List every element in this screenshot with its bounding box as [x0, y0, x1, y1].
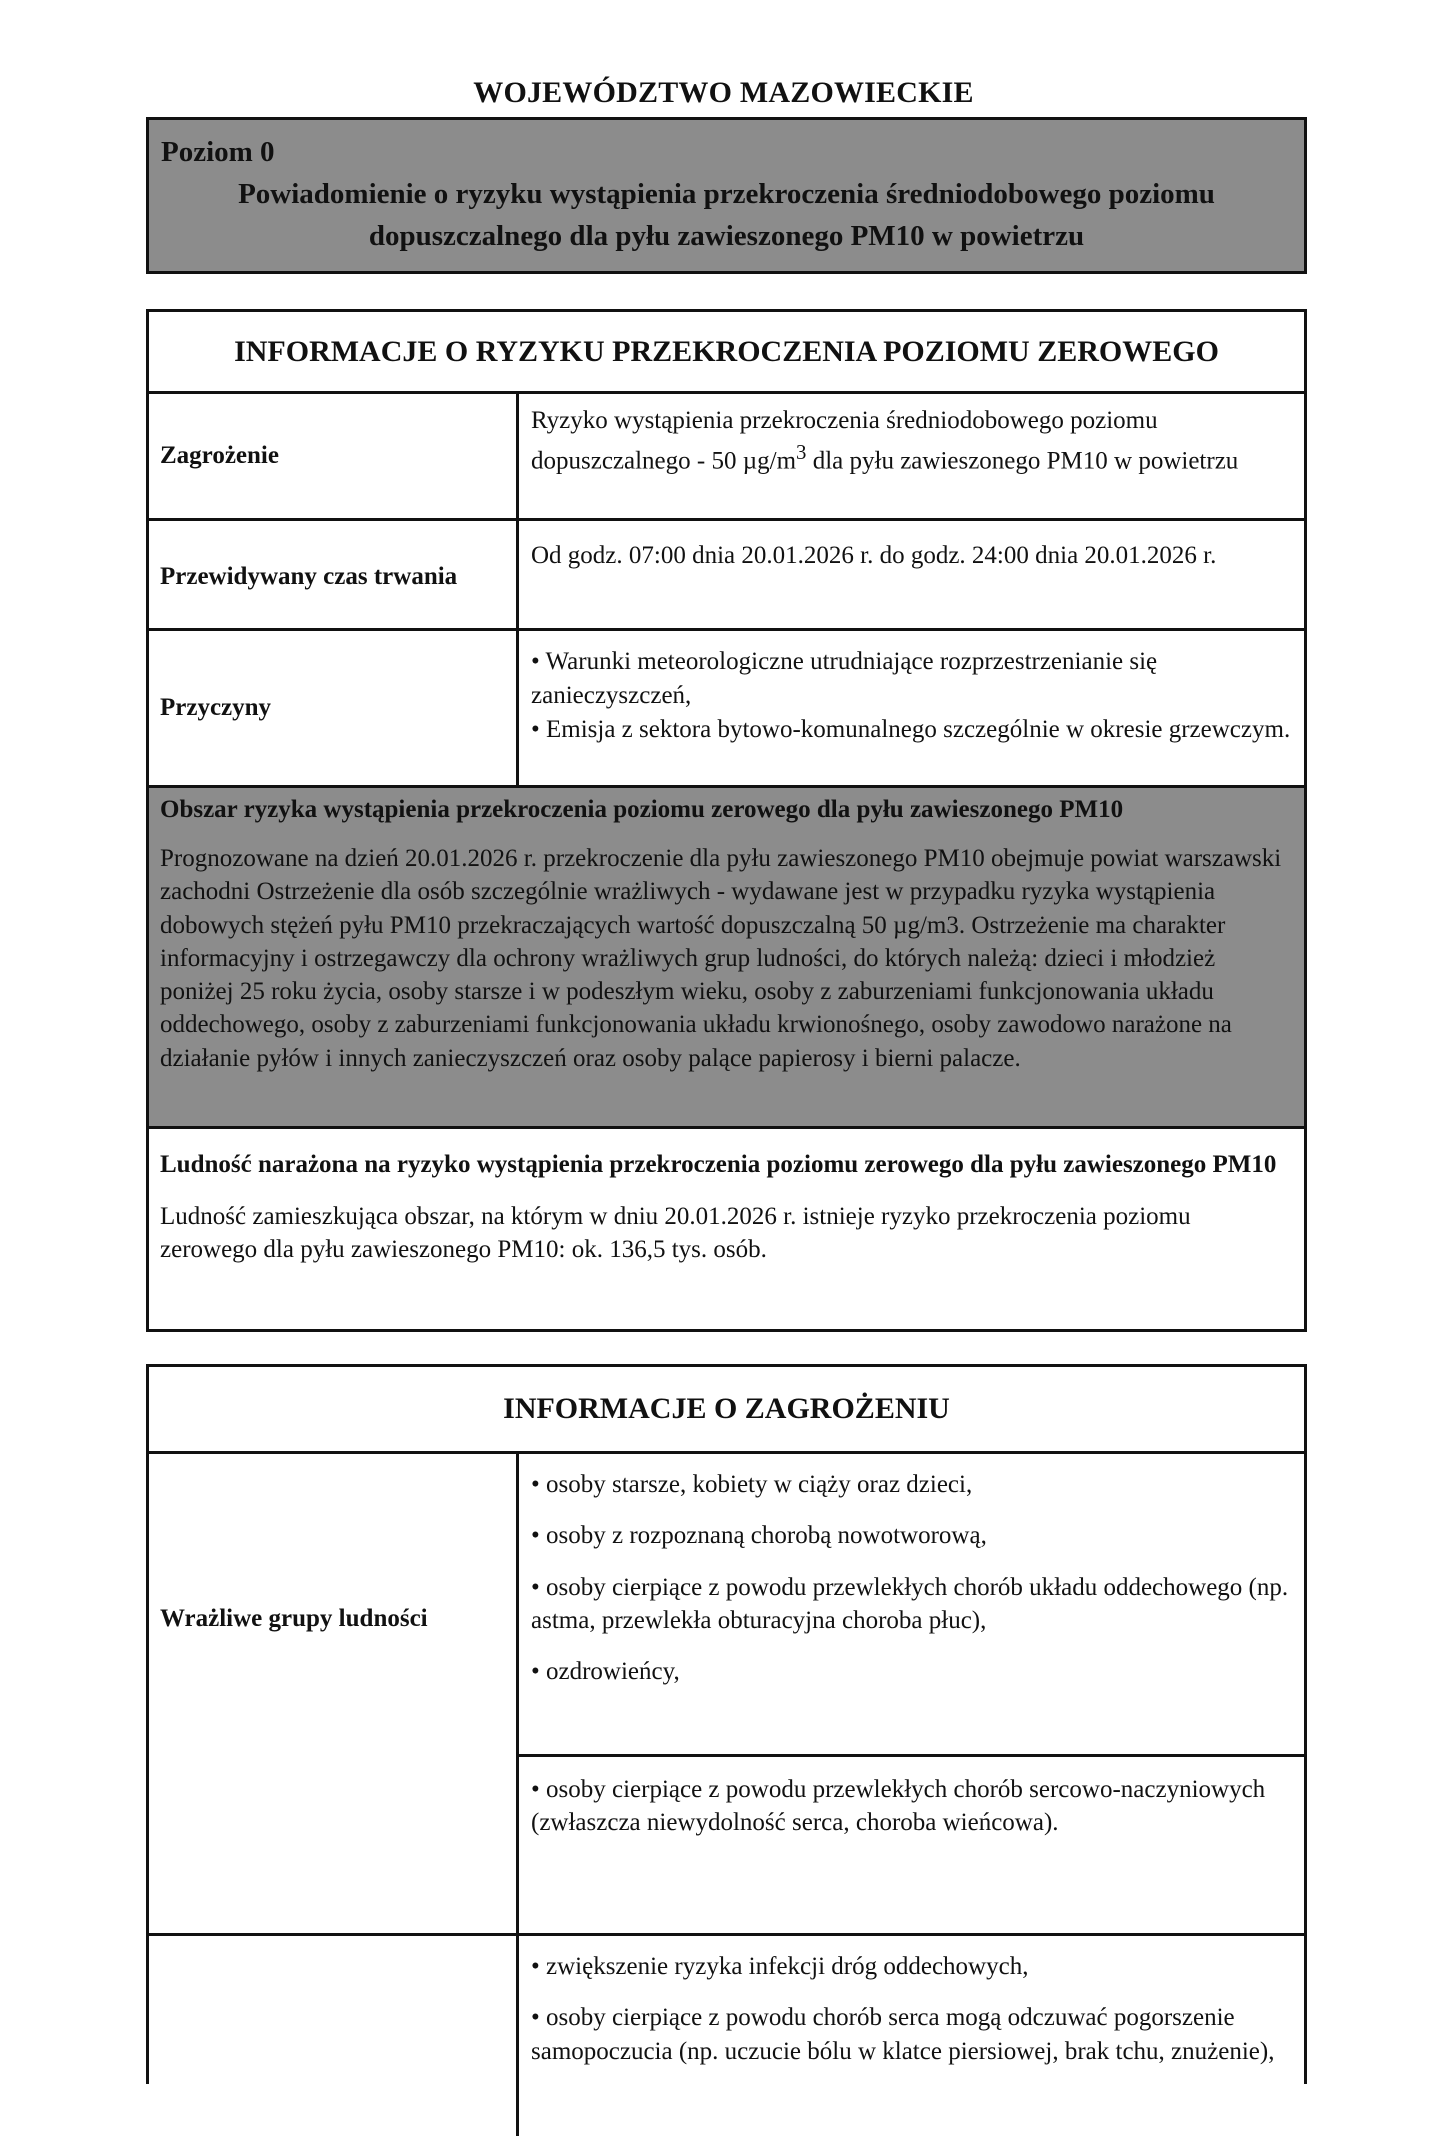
- duration-row: [149, 521, 1304, 631]
- page-title: WOJEWÓDZTWO MAZOWIECKIE: [473, 76, 974, 109]
- threat-value: Ryzyko wystąpienia przekroczenia średniodobowego poziomu dopuszczalnego - 50 $\mu g/m^3$ dla pyłu zawieszonego PM10 w powietrzu: [531, 407, 1239, 475]
- risk-area-block: [149, 788, 1304, 1129]
- threat-section-header: INFORMACJE O ZAGROŻENIU: [149, 1367, 1304, 1454]
- population-title: Ludność narażona na ryzyko wystąpienia przekroczenia poziomu zerowego dla pyłu zawieszonego PM10: [160, 1151, 1277, 1178]
- level-description: Powiadomienie o ryzyku wystąpienia przekroczenia średniodobowego poziomu dopuszczalnego dla pyłu zawieszonego PM10 w powietrzu: [238, 178, 1215, 253]
- effect-item: • zwiększenie ryzyka infekcji dróg oddechowych,: [531, 1953, 1029, 1980]
- vulnerable-item: • osoby cierpiące z powodu przewlekłych chorób sercowo-naczyniowych (zwłaszcza niewydolność serca, choroba wieńcowa).: [531, 1776, 1266, 1837]
- vulnerable-item: • osoby cierpiące z powodu przewlekłych chorób układu oddechowego (np. astma, przewlekła obturacyjna choroba płuc),: [531, 1573, 1289, 1634]
- vulnerable-groups-label: Wrażliwe grupy ludności: [149, 1454, 519, 1936]
- vulnerable-groups-list-a: [519, 1454, 1304, 1757]
- risk-area-title: Obszar ryzyka wystąpienia przekroczenia poziomu zerowego dla pyłu zawieszonego PM10: [160, 796, 1124, 823]
- effect-item: • osoby cierpiące z powodu chorób serca mogą odczuwać pogorszenie samopoczucia (np. uczucie bólu w klatce piersiowej, brak tchu, znużenie),: [531, 2004, 1275, 2065]
- vulnerable-item: • ozdrowieńcy,: [531, 1658, 680, 1685]
- level-box: [146, 117, 1307, 274]
- population-text: Ludność zamieszkująca obszar, na którym w dniu 20.01.2026 r. istnieje ryzyko przekroczenia poziomu zerowego dla pyłu zawieszonego PM10: ok. 136,5 tys. osób.: [160, 1203, 1191, 1264]
- vulnerable-item: • osoby starsze, kobiety w ciąży oraz dzieci,: [531, 1471, 973, 1498]
- risk-area-text: Prognozowane na dzień 20.01.2026 r. przekroczenie dla pyłu zawieszonego PM10 obejmuje powiat warszawski zachodni Ostrzeżenie dla osób szczególnie wrażliwych - wydawane jest w przypadku ryzyka wystąpienia dobowych stężeń pyłu PM10 przekraczających wartość dopuszczalną 50 µg/m3. Ostrzeżenie ma charakter informacyjny i ostrzegawczy dla ochrony wrażliwych grup ludności, do których należą: dzieci i młodzież poniżej 25 roku życia, osoby starsze i w podeszłym wieku, osoby z zaburzeniami funkcjonowania układu oddechowego, osoby z zaburzeniami funkcjonowania układu krwionośnego, osoby zawodowo narażone na działanie pyłów i innych zanieczyszczeń oraz osoby palące papierosy i bierni palacze.: [160, 845, 1282, 1072]
- duration-label: Przewidywany czas trwania: [149, 521, 519, 628]
- population-block: [149, 1129, 1304, 1329]
- causes-list: [519, 631, 1304, 785]
- vulnerable-item: • osoby z rozpoznaną chorobą nowotworową,: [531, 1522, 987, 1550]
- threat-info-section: [146, 1364, 1307, 2084]
- risk-info-section: [146, 309, 1307, 1332]
- causes-label: Przyczyny: [149, 631, 519, 785]
- causes-row: [149, 631, 1304, 788]
- level-label: Poziom 0: [161, 136, 275, 168]
- risk-section-header: INFORMACJE O RYZYKU PRZEKROCZENIA POZIOMU ZEROWEGO: [149, 312, 1304, 394]
- threat-label: Zagrożenie: [149, 394, 519, 518]
- cause-item: • Emisja z sektora bytowo-komunalnego szczególnie w okresie grzewczym.: [531, 715, 1291, 743]
- threat-row: [149, 394, 1304, 521]
- cause-item: • Warunki meteorologiczne utrudniające rozprzestrzenianie się zanieczyszczeń,: [531, 648, 1158, 709]
- effects-label: [149, 1936, 519, 2136]
- duration-value: Od godz. 07:00 dnia 20.01.2026 r. do godz. 24:00 dnia 20.01.2026 r.: [531, 542, 1217, 569]
- effects-list: [519, 1936, 1304, 2136]
- vulnerable-groups-list-b: [519, 1757, 1304, 1936]
